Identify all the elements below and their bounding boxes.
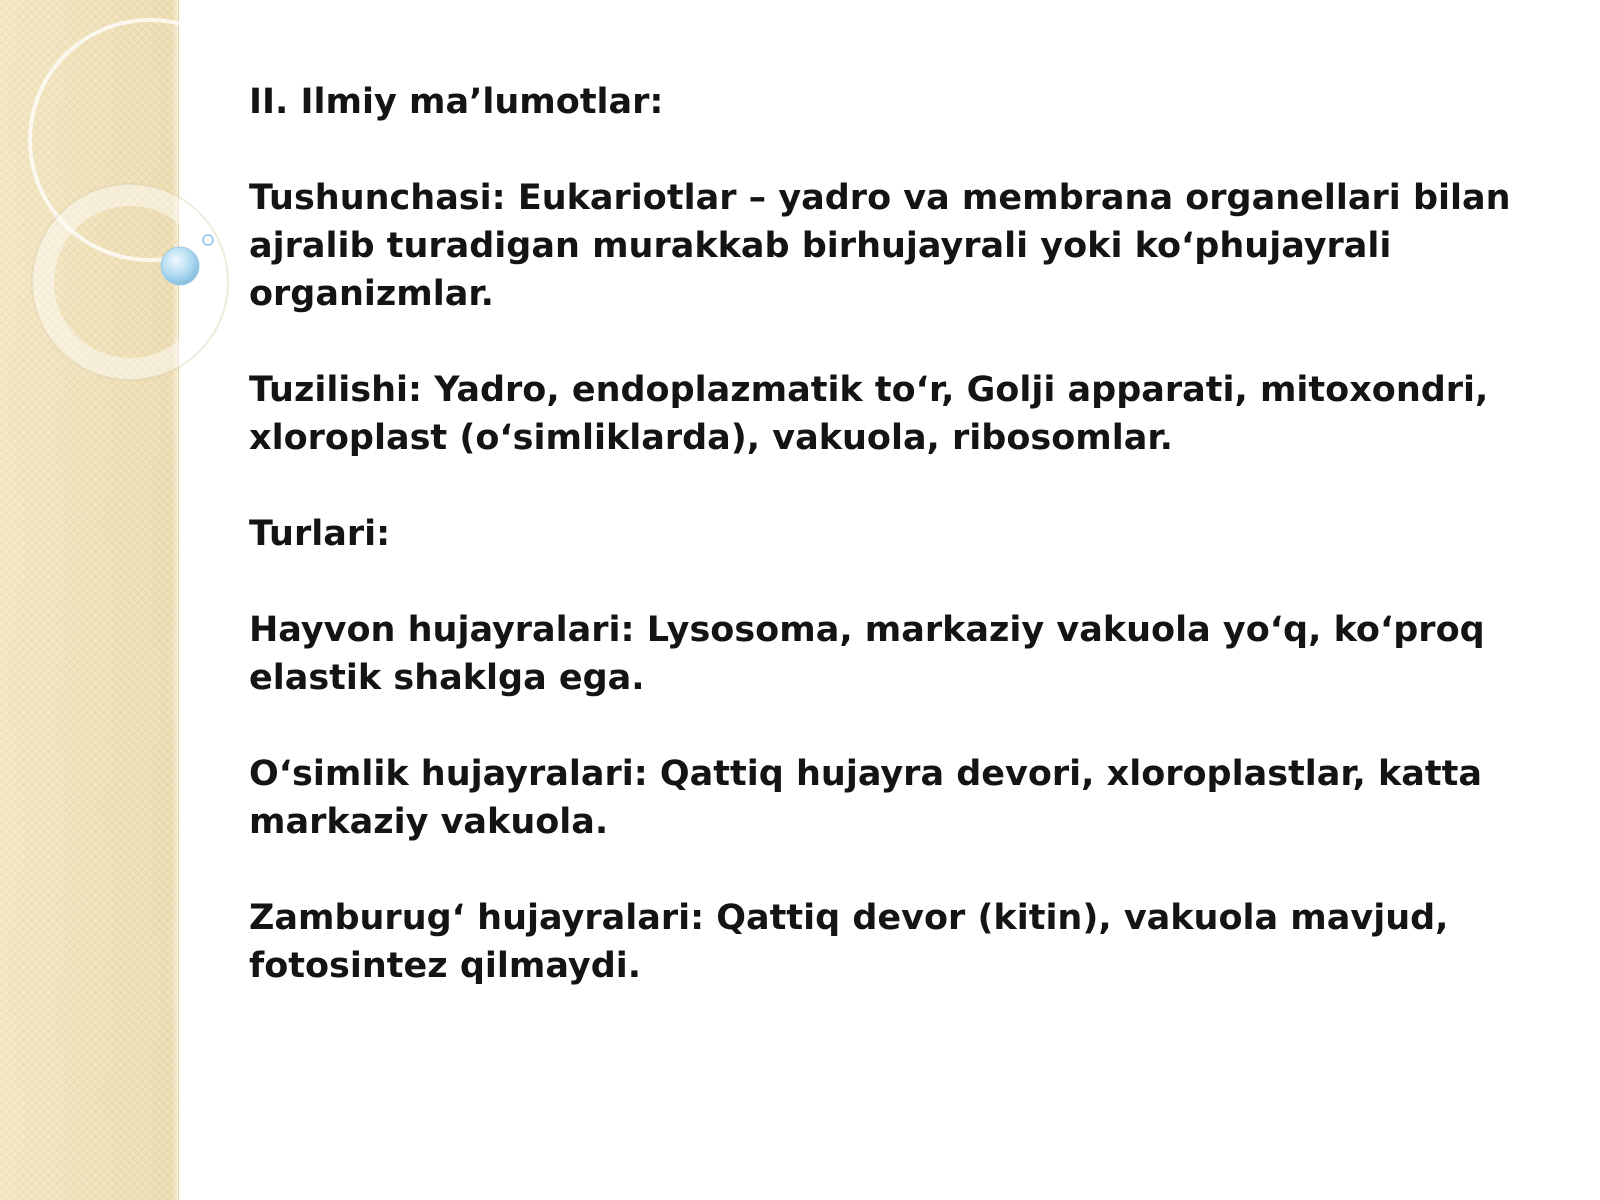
paragraph-structure: Tuzilishi: Yadro, endoplazmatik to‘r, Golji apparati, mitoxondri, xloroplast (o‘simliklarda), vakuola, ribosomlar.	[249, 370, 1489, 458]
slide-heading: II. Ilmiy ma’lumotlar:	[249, 82, 664, 122]
paragraph-concept: Tushunchasi: Eukariotlar – yadro va membrana organellari bilan ajralib turadigan murakkab birhujayrali yoki ko‘phujayrali organizmlar.	[249, 178, 1511, 314]
bubble-decoration	[161, 247, 199, 285]
paragraph-plant-cells: O‘simlik hujayralari: Qattiq hujayra devori, xloroplastlar, katta markaziy vakuola.	[249, 754, 1482, 842]
medium-ring-inner-line	[32, 184, 228, 380]
slide-content	[249, 78, 1549, 990]
paragraph-types-heading: Turlari:	[249, 514, 391, 554]
small-bubble-decoration	[203, 235, 213, 245]
paragraph-fungal-cells: Zamburug‘ hujayralari: Qattiq devor (kitin), vakuola mavjud, fotosintez qilmaydi.	[249, 898, 1449, 986]
decorative-rings	[0, 0, 240, 420]
paragraph-animal-cells: Hayvon hujayralari: Lysosoma, markaziy vakuola yo‘q, ko‘proq elastik shaklga ega.	[249, 610, 1485, 698]
